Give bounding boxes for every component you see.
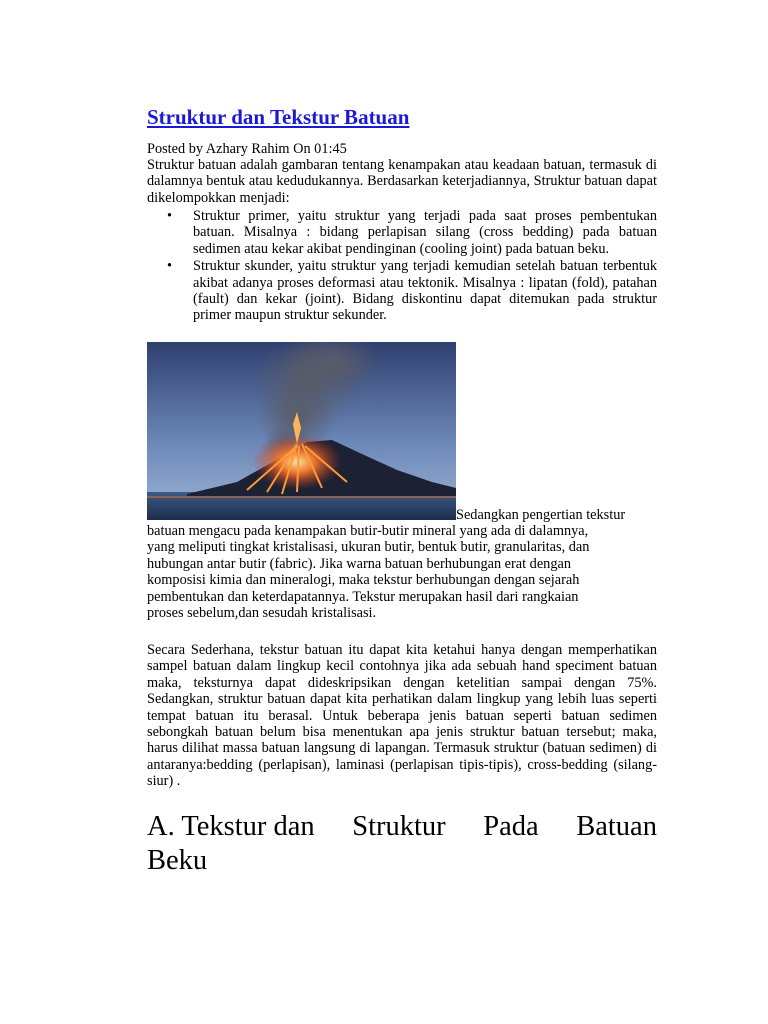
intro-paragraph: Struktur batuan adalah gambaran tentang kenampakan atau keadaan batuan, termasuk di dalamnya bentuk atau kedudukannya. Berdasarkan keterjadiannya, Struktur batuan dapat dikelompokkan menjadi:: [147, 157, 657, 206]
section-heading: [147, 810, 657, 878]
list-item: [147, 258, 657, 324]
post-title-link[interactable]: Struktur dan Tekstur Batuan: [147, 105, 410, 129]
volcano-photo: [147, 342, 456, 520]
list-item-text: Struktur primer, yaitu struktur yang terjadi pada saat proses pembentukan batuan. Misalnya : bidang perlapisan silang (cross bedding) pada batuan sedimen atau kekar akibat pendinginan (cooling joint) pada batuan beku.: [193, 208, 657, 257]
list-item: [147, 208, 657, 257]
section-heading-line2: Beku: [147, 845, 208, 876]
heading-word: Pada: [483, 811, 539, 842]
texture-lead-text: Sedangkan pengertian tekstur: [456, 507, 626, 523]
heading-word: Struktur: [352, 811, 446, 842]
structure-list: [147, 208, 657, 324]
bullet-icon: •: [167, 258, 173, 275]
list-item-text: Struktur skunder, yaitu struktur yang terjadi kemudian setelah batuan terbentuk akibat adanya proses deformasi atau tektonik. Misalnya : lipatan (fold), patahan (fault) dan kekar (joint). Bidang diskontinu dapat ditemukan pada struktur primer maupun struktur sekunder.: [193, 258, 657, 324]
post-meta: Posted by Azhary Rahim On 01:45: [147, 141, 347, 157]
texture-paragraph: batuan mengacu pada kenampakan butir-butir mineral yang ada di dalamnya, yang meliputi tingkat kristalisasi, ukuran butir, bentuk butir, granularitas, dan hubungan antar butir (fabric). Jika warna batuan berhubungan erat dengan komposisi kimia dan mineralogi, maka tekstur berhubungan dengan sejarah pembentukan dan keterdapatannya. Tekstur merupakan hasil dari rangkaian proses sebelum,dan sesudah kristalisasi.: [147, 523, 590, 622]
heading-word: A. Tekstur dan: [147, 811, 315, 842]
heading-word: Batuan: [576, 811, 657, 842]
section-heading-line: [147, 810, 657, 844]
bullet-icon: •: [167, 208, 173, 224]
simple-explanation-paragraph: Secara Sederhana, tekstur batuan itu dapat kita ketahui hanya dengan memperhatikan sampel batuan dalam lingkup kecil contohnya jika ada sebuah hand speciment batuan maka, teksturnya dapat dideskripsikan dengan ketelitian sampai dengan 75%. Sedangkan, struktur batuan dapat kita perhatikan dalam lingkup yang lebih luas seperti tempat batuan itu berasal. Untuk beberapa jenis batuan seperti batuan sedimen sebongkah batuan belum bisa menentukan apa jenis struktur batuan tersebut; maka, harus dilihat massa batuan langsung di lapangan. Termasuk struktur (batuan sedimen) di antaranya:bedding (perlapisan), laminasi (perlapisan tipis-tipis), cross-bedding (silang-siur) .: [147, 642, 657, 790]
